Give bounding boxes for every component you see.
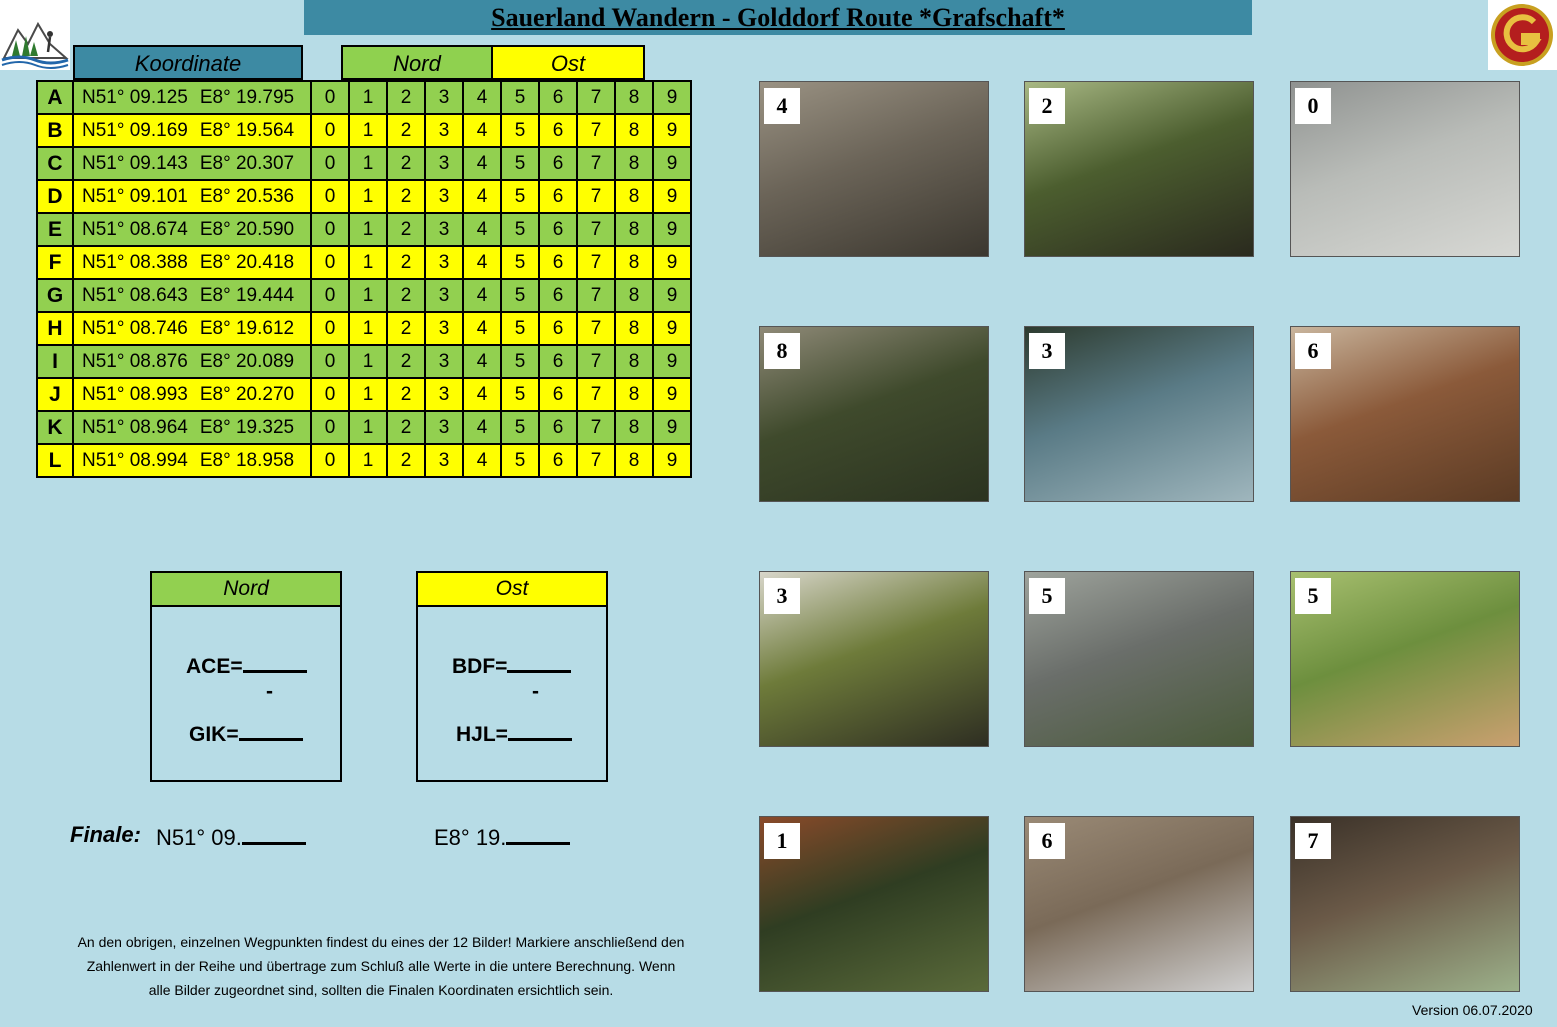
- digit-cell-2[interactable]: 2: [387, 147, 425, 180]
- row-coordinate: [73, 444, 311, 477]
- row-letter: I: [37, 345, 73, 378]
- photo-number: 5: [1295, 578, 1331, 614]
- header-ost: Ost: [491, 45, 645, 80]
- digit-cell-9[interactable]: 9: [653, 312, 691, 345]
- digit-cell-3[interactable]: 3: [425, 444, 463, 477]
- digit-cell-5[interactable]: 5: [501, 345, 539, 378]
- digit-cell-8[interactable]: 8: [615, 312, 653, 345]
- digit-cell-0[interactable]: 0: [311, 246, 349, 279]
- golddorf-logo: [1488, 0, 1557, 70]
- digit-cell-5[interactable]: 5: [501, 213, 539, 246]
- photo-hydrant-cap: [1290, 81, 1520, 257]
- digit-cell-1[interactable]: 1: [349, 378, 387, 411]
- photo-tree-with-waymarks: [1024, 81, 1254, 257]
- digit-cell-6[interactable]: 6: [539, 81, 577, 114]
- table-row: [37, 213, 691, 246]
- digit-cell-5[interactable]: 5: [501, 81, 539, 114]
- row-coordinate: [73, 147, 311, 180]
- digit-cell-2[interactable]: 2: [387, 180, 425, 213]
- finale-east: E8° 19.: [434, 822, 570, 851]
- instructions-text: An den obrigen, einzelnen Wegpunkten findest du eines der 12 Bilder! Markiere anschließend den Zahlenwert in der Reihe und übertrage zum Schluß alle Werte in die untere Berechnung. Wenn alle Bilder zugeordnet sind, sollten die Finalen Koordinaten ersichtlich sein.: [77, 934, 685, 998]
- digit-cell-4[interactable]: 4: [463, 246, 501, 279]
- coord-north: N51° 09.169: [82, 119, 188, 141]
- digit-cell-0[interactable]: 0: [311, 180, 349, 213]
- table-row: [37, 180, 691, 213]
- digit-cell-2[interactable]: 2: [387, 213, 425, 246]
- digit-cell-9[interactable]: 9: [653, 81, 691, 114]
- row-letter: K: [37, 411, 73, 444]
- digit-cell-2[interactable]: 2: [387, 378, 425, 411]
- digit-cell-7[interactable]: 7: [577, 81, 615, 114]
- digit-cell-7[interactable]: 7: [577, 180, 615, 213]
- digit-cell-6[interactable]: 6: [539, 147, 577, 180]
- photo-number: 5: [1029, 578, 1065, 614]
- digit-cell-6[interactable]: 6: [539, 279, 577, 312]
- hiking-logo-icon: [0, 0, 70, 70]
- photo-window-grate: [1290, 326, 1520, 502]
- photo-wooden-shelter: [1290, 816, 1520, 992]
- calc-nord-minus: -: [266, 680, 273, 703]
- digit-cell-6[interactable]: 6: [539, 444, 577, 477]
- photo-number: 1: [764, 823, 800, 859]
- digit-cell-1[interactable]: 1: [349, 246, 387, 279]
- digit-cell-0[interactable]: 0: [311, 147, 349, 180]
- digit-cell-5[interactable]: 5: [501, 312, 539, 345]
- digit-cell-2[interactable]: 2: [387, 312, 425, 345]
- digit-cell-3[interactable]: 3: [425, 411, 463, 444]
- digit-cell-8[interactable]: 8: [615, 180, 653, 213]
- digit-cell-7[interactable]: 7: [577, 246, 615, 279]
- table-row: [37, 81, 691, 114]
- digit-cell-8[interactable]: 8: [615, 444, 653, 477]
- digit-cell-8[interactable]: 8: [615, 378, 653, 411]
- digit-cell-7[interactable]: 7: [577, 213, 615, 246]
- digit-cell-3[interactable]: 3: [425, 279, 463, 312]
- digit-cell-0[interactable]: 0: [311, 411, 349, 444]
- finale-label: Finale:: [70, 822, 141, 847]
- digit-cell-6[interactable]: 6: [539, 312, 577, 345]
- digit-cell-0[interactable]: 0: [311, 81, 349, 114]
- coord-north: N51° 09.101: [82, 185, 188, 207]
- digit-cell-5[interactable]: 5: [501, 444, 539, 477]
- photo-number: 4: [764, 88, 800, 124]
- digit-cell-5[interactable]: 5: [501, 378, 539, 411]
- digit-cell-9[interactable]: 9: [653, 114, 691, 147]
- coord-north: N51° 08.876: [82, 350, 188, 372]
- digit-cell-6[interactable]: 6: [539, 411, 577, 444]
- digit-cell-6[interactable]: 6: [539, 246, 577, 279]
- table-row: [37, 444, 691, 477]
- calc-ost-header: Ost: [416, 571, 608, 607]
- digit-cell-9[interactable]: 9: [653, 279, 691, 312]
- digit-cell-4[interactable]: 4: [463, 411, 501, 444]
- table-row: [37, 147, 691, 180]
- digit-cell-5[interactable]: 5: [501, 279, 539, 312]
- photo-field-sign: [1290, 571, 1520, 747]
- digit-cell-8[interactable]: 8: [615, 213, 653, 246]
- digit-cell-0[interactable]: 0: [311, 378, 349, 411]
- row-letter: G: [37, 279, 73, 312]
- digit-cell-7[interactable]: 7: [577, 411, 615, 444]
- row-coordinate: [73, 246, 311, 279]
- digit-cell-7[interactable]: 7: [577, 345, 615, 378]
- digit-cell-1[interactable]: 1: [349, 213, 387, 246]
- digit-cell-6[interactable]: 6: [539, 213, 577, 246]
- coord-north: N51° 08.388: [82, 251, 188, 273]
- digit-cell-1[interactable]: 1: [349, 312, 387, 345]
- digit-cell-8[interactable]: 8: [615, 411, 653, 444]
- calc-nord-box: [150, 605, 342, 782]
- photo-number: 6: [1295, 333, 1331, 369]
- golddorf-g-icon: [1488, 0, 1557, 70]
- photo-park-bench: [759, 816, 989, 992]
- coord-east: E8° 19.795: [199, 86, 295, 108]
- digit-cell-0[interactable]: 0: [311, 444, 349, 477]
- row-letter: H: [37, 312, 73, 345]
- coordinate-table: [36, 80, 692, 478]
- coord-north: N51° 08.964: [82, 416, 188, 438]
- digit-cell-2[interactable]: 2: [387, 279, 425, 312]
- photo-birch-tree: [759, 571, 989, 747]
- digit-cell-1[interactable]: 1: [349, 114, 387, 147]
- table-row: [37, 312, 691, 345]
- digit-cell-9[interactable]: 9: [653, 444, 691, 477]
- digit-cell-6[interactable]: 6: [539, 180, 577, 213]
- coord-east: E8° 19.564: [199, 119, 295, 141]
- photo-number: 2: [1029, 88, 1065, 124]
- digit-cell-3[interactable]: 3: [425, 312, 463, 345]
- digit-cell-4[interactable]: 4: [463, 378, 501, 411]
- calc-ost-minus: -: [532, 680, 539, 703]
- calc-ace: ACE=: [186, 650, 307, 679]
- table-row: [37, 378, 691, 411]
- digit-cell-0[interactable]: 0: [311, 312, 349, 345]
- row-coordinate: [73, 114, 311, 147]
- digit-cell-6[interactable]: 6: [539, 114, 577, 147]
- header-nord: Nord: [341, 45, 493, 80]
- hiking-logo: [0, 0, 70, 70]
- coord-east: E8° 20.418: [199, 251, 295, 273]
- digit-cell-9[interactable]: 9: [653, 246, 691, 279]
- digit-cell-0[interactable]: 0: [311, 279, 349, 312]
- calc-bdf: BDF=: [452, 650, 571, 679]
- digit-cell-1[interactable]: 1: [349, 279, 387, 312]
- photo-number: 3: [1029, 333, 1065, 369]
- photo-memorial-stone: [1024, 571, 1254, 747]
- digit-cell-6[interactable]: 6: [539, 345, 577, 378]
- digit-cell-7[interactable]: 7: [577, 312, 615, 345]
- calc-hjl: HJL=: [456, 718, 572, 747]
- digit-cell-4[interactable]: 4: [463, 114, 501, 147]
- coord-east: E8° 19.444: [199, 284, 295, 306]
- digit-cell-9[interactable]: 9: [653, 180, 691, 213]
- digit-cell-5[interactable]: 5: [501, 114, 539, 147]
- row-letter: C: [37, 147, 73, 180]
- digit-cell-2[interactable]: 2: [387, 411, 425, 444]
- digit-cell-7[interactable]: 7: [577, 114, 615, 147]
- photo-number: 3: [764, 578, 800, 614]
- coord-north: N51° 08.994: [82, 449, 188, 471]
- digit-cell-8[interactable]: 8: [615, 81, 653, 114]
- digit-cell-7[interactable]: 7: [577, 444, 615, 477]
- digit-cell-4[interactable]: 4: [463, 147, 501, 180]
- table-row: [37, 411, 691, 444]
- row-coordinate: [73, 378, 311, 411]
- coord-north: N51° 09.143: [82, 152, 188, 174]
- digit-cell-4[interactable]: 4: [463, 180, 501, 213]
- digit-cell-7[interactable]: 7: [577, 147, 615, 180]
- row-coordinate: [73, 312, 311, 345]
- digit-cell-8[interactable]: 8: [615, 114, 653, 147]
- coord-east: E8° 19.325: [199, 416, 295, 438]
- digit-cell-1[interactable]: 1: [349, 444, 387, 477]
- digit-cell-8[interactable]: 8: [615, 246, 653, 279]
- digit-cell-3[interactable]: 3: [425, 378, 463, 411]
- coord-east: E8° 19.612: [199, 317, 295, 339]
- table-row: [37, 345, 691, 378]
- digit-cell-0[interactable]: 0: [311, 345, 349, 378]
- row-letter: J: [37, 378, 73, 411]
- table-row: [37, 246, 691, 279]
- row-letter: B: [37, 114, 73, 147]
- digit-cell-1[interactable]: 1: [349, 411, 387, 444]
- coord-east: E8° 20.590: [199, 218, 295, 240]
- table-row: [37, 114, 691, 147]
- digit-cell-5[interactable]: 5: [501, 246, 539, 279]
- digit-cell-0[interactable]: 0: [311, 213, 349, 246]
- photo-number: 8: [764, 333, 800, 369]
- photo-engraved-stone: [1024, 816, 1254, 992]
- photo-water-pipe: [1024, 326, 1254, 502]
- page-title: Sauerland Wandern - Golddorf Route *Grafschaft*: [304, 0, 1252, 35]
- coord-north: N51° 08.746: [82, 317, 188, 339]
- digit-cell-4[interactable]: 4: [463, 312, 501, 345]
- table-row: [37, 279, 691, 312]
- coord-east: E8° 20.307: [199, 152, 295, 174]
- version-label: Version 06.07.2020: [1412, 1002, 1533, 1018]
- row-coordinate: [73, 345, 311, 378]
- coord-east: E8° 20.089: [199, 350, 295, 372]
- calc-nord-header: Nord: [150, 571, 342, 607]
- digit-cell-3[interactable]: 3: [425, 114, 463, 147]
- digit-cell-6[interactable]: 6: [539, 378, 577, 411]
- coord-north: N51° 08.993: [82, 383, 188, 405]
- digit-cell-9[interactable]: 9: [653, 345, 691, 378]
- calc-gik: GIK=: [189, 718, 303, 747]
- digit-cell-4[interactable]: 4: [463, 81, 501, 114]
- header-koordinate: Koordinate: [73, 45, 303, 80]
- digit-cell-3[interactable]: 3: [425, 81, 463, 114]
- coord-east: E8° 20.536: [199, 185, 295, 207]
- row-coordinate: [73, 411, 311, 444]
- photo-stone-wall-plaque: [759, 81, 989, 257]
- row-coordinate: [73, 213, 311, 246]
- digit-cell-3[interactable]: 3: [425, 180, 463, 213]
- digit-cell-1[interactable]: 1: [349, 147, 387, 180]
- photo-number: 0: [1295, 88, 1331, 124]
- coord-north: N51° 08.643: [82, 284, 188, 306]
- photo-number: 7: [1295, 823, 1331, 859]
- photo-number: 6: [1029, 823, 1065, 859]
- digit-cell-3[interactable]: 3: [425, 246, 463, 279]
- digit-cell-9[interactable]: 9: [653, 378, 691, 411]
- digit-cell-4[interactable]: 4: [463, 444, 501, 477]
- digit-cell-1[interactable]: 1: [349, 345, 387, 378]
- coord-east: E8° 18.958: [199, 449, 295, 471]
- digit-cell-9[interactable]: 9: [653, 213, 691, 246]
- finale-north: N51° 09.: [156, 822, 306, 851]
- row-coordinate: [73, 180, 311, 213]
- row-letter: A: [37, 81, 73, 114]
- digit-cell-1[interactable]: 1: [349, 180, 387, 213]
- digit-cell-3[interactable]: 3: [425, 345, 463, 378]
- digit-cell-5[interactable]: 5: [501, 411, 539, 444]
- digit-cell-4[interactable]: 4: [463, 345, 501, 378]
- digit-cell-4[interactable]: 4: [463, 279, 501, 312]
- digit-cell-2[interactable]: 2: [387, 81, 425, 114]
- digit-cell-5[interactable]: 5: [501, 180, 539, 213]
- digit-cell-0[interactable]: 0: [311, 114, 349, 147]
- digit-cell-2[interactable]: 2: [387, 345, 425, 378]
- photo-picnic-bench: [759, 326, 989, 502]
- digit-cell-3[interactable]: 3: [425, 213, 463, 246]
- row-coordinate: [73, 81, 311, 114]
- digit-cell-2[interactable]: 2: [387, 444, 425, 477]
- coord-east: E8° 20.270: [199, 383, 295, 405]
- coord-north: N51° 09.125: [82, 86, 188, 108]
- calc-ost-box: [416, 605, 608, 782]
- digit-cell-7[interactable]: 7: [577, 378, 615, 411]
- digit-cell-7[interactable]: 7: [577, 279, 615, 312]
- digit-cell-5[interactable]: 5: [501, 147, 539, 180]
- digit-cell-9[interactable]: 9: [653, 147, 691, 180]
- coord-north: N51° 08.674: [82, 218, 188, 240]
- digit-cell-9[interactable]: 9: [653, 411, 691, 444]
- digit-cell-8[interactable]: 8: [615, 147, 653, 180]
- digit-cell-1[interactable]: 1: [349, 81, 387, 114]
- digit-cell-4[interactable]: 4: [463, 213, 501, 246]
- row-letter: L: [37, 444, 73, 477]
- digit-cell-3[interactable]: 3: [425, 147, 463, 180]
- digit-cell-2[interactable]: 2: [387, 246, 425, 279]
- row-coordinate: [73, 279, 311, 312]
- row-letter: E: [37, 213, 73, 246]
- row-letter: F: [37, 246, 73, 279]
- digit-cell-8[interactable]: 8: [615, 279, 653, 312]
- digit-cell-8[interactable]: 8: [615, 345, 653, 378]
- row-letter: D: [37, 180, 73, 213]
- digit-cell-2[interactable]: 2: [387, 114, 425, 147]
